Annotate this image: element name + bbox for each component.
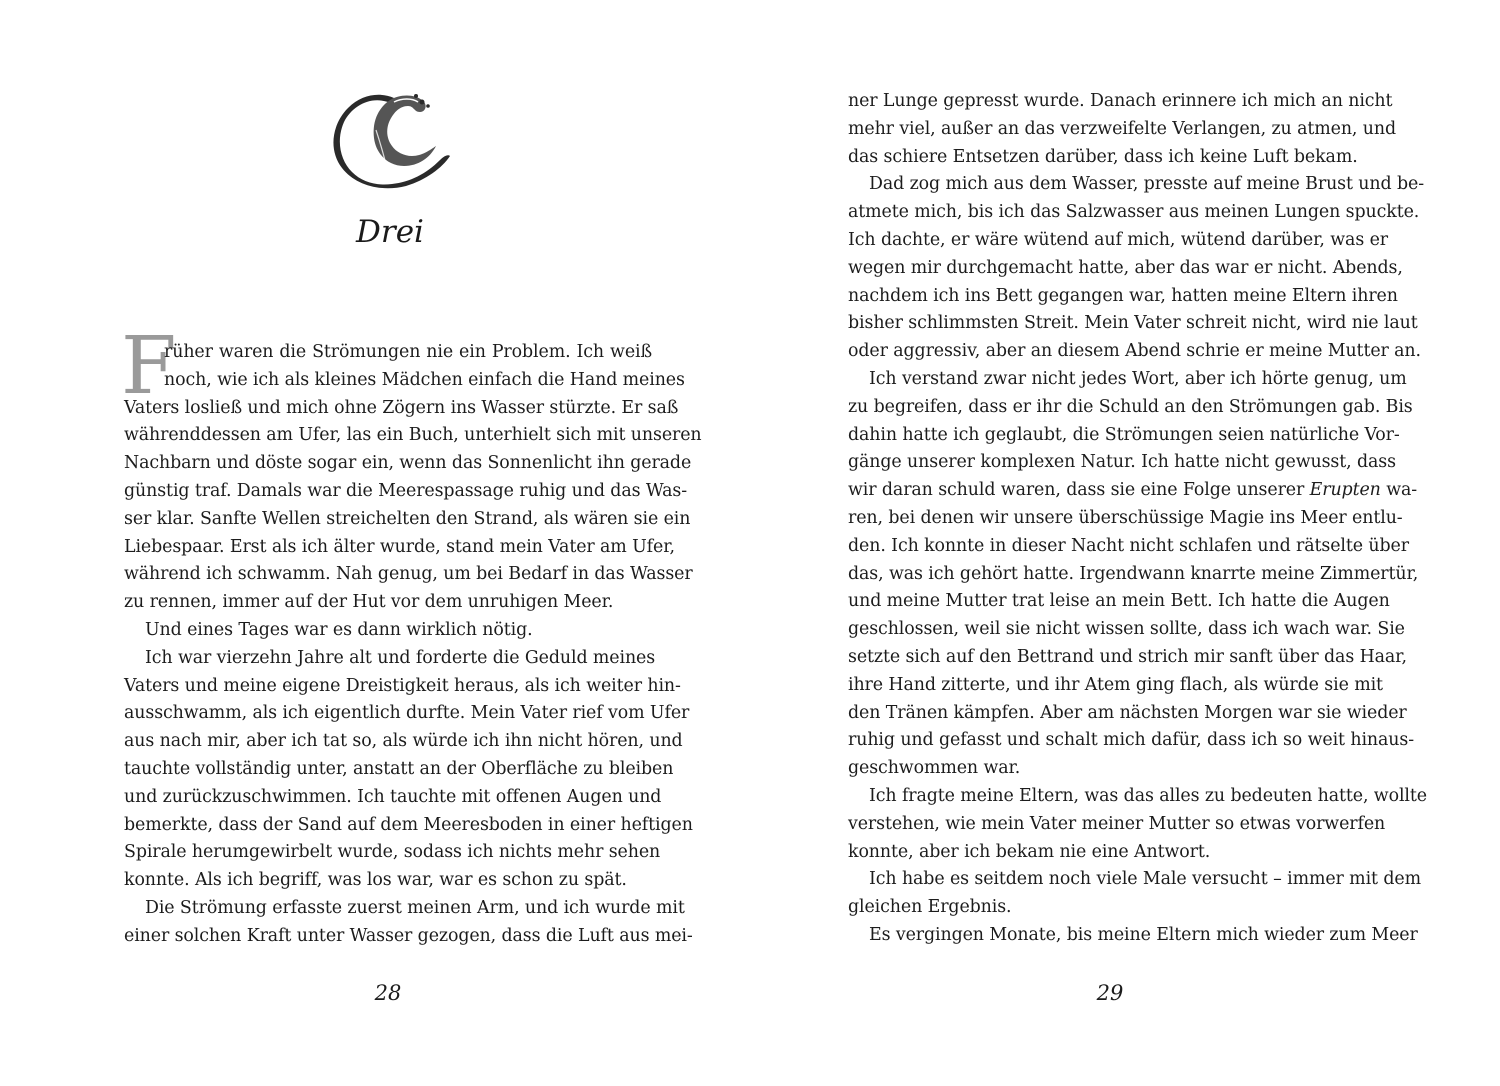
text-line: aus nach mir, aber ich tat so, als würde ich ihn nicht hören, und xyxy=(124,731,683,752)
text-line-mixed xyxy=(848,477,1418,505)
drop-cap: F xyxy=(121,319,177,412)
text-line: ruhig und gefasst und schalt mich dafür, dass ich so weit hinaus- xyxy=(848,730,1414,751)
text-line: tauchte vollständig unter, anstatt an der Oberfläche zu bleiben xyxy=(124,758,674,779)
text-line: einer solchen Kraft unter Wasser gezogen, dass die Luft aus mei- xyxy=(124,925,693,946)
page-number: 28 xyxy=(374,981,402,1005)
text-line: gänge unserer komplexen Natur. Ich hatte nicht gewusst, dass xyxy=(848,452,1396,473)
text-line: Ich fragte meine Eltern, was das alles zu bedeuten hatte, wollte xyxy=(869,785,1427,806)
text-line: Nachbarn und döste sogar ein, wenn das Sonnenlicht ihn gerade xyxy=(124,453,692,474)
text-line: zu rennen, immer auf der Hut vor dem unruhigen Meer. xyxy=(124,592,614,613)
text-line: den Tränen kämpfen. Aber am nächsten Morgen war sie wieder xyxy=(848,702,1407,723)
text-line: atmete mich, bis ich das Salzwasser aus meinen Lungen spuckte. xyxy=(848,202,1420,223)
text-line: und meine Mutter trat leise an mein Bett. Ich hatte die Augen xyxy=(848,591,1390,612)
text-line: geschlossen, weil sie nicht wissen sollte, dass ich wach war. Sie xyxy=(848,619,1405,640)
text-line: ser klar. Sanfte Wellen streichelten den Strand, als wären sie ein xyxy=(124,508,691,529)
text-line: Die Strömung erfasste zuerst meinen Arm, und ich wurde mit xyxy=(145,897,685,918)
text-line: konnte. Als ich begriff, was los war, war es schon zu spät. xyxy=(124,870,627,891)
text-line: während ich schwamm. Nah genug, um bei Bedarf in das Wasser xyxy=(124,564,693,585)
text-line: das schiere Entsetzen darüber, dass ich keine Luft bekam. xyxy=(848,146,1358,167)
text-line: Ich verstand zwar nicht jedes Wort, aber ich hörte genug, um xyxy=(869,368,1407,389)
text-line: rüher waren die Strömungen nie ein Problem. Ich weiß xyxy=(164,342,652,362)
text-line: Ich habe es seitdem noch viele Male versucht – immer mit dem xyxy=(869,869,1421,890)
text-line: Liebespaar. Erst als ich älter wurde, stand mein Vater am Ufer, xyxy=(124,536,675,557)
text-line: konnte, aber ich bekam nie eine Antwort. xyxy=(848,841,1211,862)
text-line: währenddessen am Ufer, las ein Buch, unterhielt sich mit unseren xyxy=(124,425,702,446)
text-line: mehr viel, außer an das verzweifelte Verlangen, zu atmen, und xyxy=(848,118,1397,139)
text-line: noch, wie ich als kleines Mädchen einfach die Hand meines xyxy=(164,369,685,390)
text-line: zu begreifen, dass er ihr die Schuld an den Strömungen gab. Bis xyxy=(848,396,1413,417)
emphasis-term: Erupten xyxy=(1309,480,1381,501)
text-line: bisher schlimmsten Streit. Mein Vater schreit nicht, wird nie laut xyxy=(848,313,1418,334)
right-body-text xyxy=(848,88,1427,950)
text-line: und zurückzuschwimmen. Ich tauchte mit offenen Augen und xyxy=(124,786,662,807)
text-line: ner Lunge gepresst wurde. Danach erinnere ich mich an nicht xyxy=(848,91,1393,111)
chapter-title: Drei xyxy=(356,214,424,250)
text-line: setzte sich auf den Bettrand und strich mir sanft über das Haar, xyxy=(848,646,1407,667)
text-line: dahin hatte ich geglaubt, die Strömungen seien natürliche Vor- xyxy=(848,424,1400,445)
text-segment: wir daran schuld waren, dass sie eine Folge unserer xyxy=(848,480,1305,501)
text-line: ausschwamm, als ich eigentlich durfte. Mein Vater rief vom Ufer xyxy=(124,703,690,724)
text-line: Dad zog mich aus dem Wasser, presste auf meine Brust und be- xyxy=(869,174,1424,195)
text-line: Ich dachte, er wäre wütend auf mich, wütend darüber, was er xyxy=(848,229,1388,250)
text-line: gleichen Ergebnis. xyxy=(848,897,1012,918)
text-line: Vaters losließ und mich ohne Zögern ins Wasser stürzte. Er saß xyxy=(124,397,679,418)
text-line: Es vergingen Monate, bis meine Eltern mich wieder zum Meer xyxy=(869,924,1418,945)
text-segment: wa- xyxy=(1386,480,1418,501)
text-line: ihre Hand zitterte, und ihr Atem ging flach, als würde sie mit xyxy=(848,674,1383,695)
text-line: den. Ich konnte in dieser Nacht nicht schlafen und rätselte über xyxy=(848,535,1409,556)
text-line: Spirale herumgewirbelt wurde, sodass ich nichts mehr sehen xyxy=(124,842,661,863)
text-line: das, was ich gehört hatte. Irgendwann knarrte meine Zimmertür, xyxy=(848,563,1419,584)
text-line: Ich war vierzehn Jahre alt und forderte die Geduld meines xyxy=(145,647,656,668)
text-line: ren, bei denen wir unsere überschüssige Magie ins Meer entlu- xyxy=(848,507,1403,528)
text-line: geschwommen war. xyxy=(848,758,1021,779)
text-line: Vaters und meine eigene Dreistigkeit heraus, als ich weiter hin- xyxy=(124,675,681,696)
left-body-text xyxy=(124,339,702,951)
text-line: oder aggressiv, aber an diesem Abend schrie er meine Mutter an. xyxy=(848,341,1421,362)
text-line: bemerkte, dass der Sand auf dem Meeresboden in einer heftigen xyxy=(124,814,693,835)
wave-icon xyxy=(330,88,452,190)
text-line: nachdem ich ins Bett gegangen war, hatten meine Eltern ihren xyxy=(848,285,1398,306)
text-line: wegen mir durchgemacht hatte, aber das war er nicht. Abends, xyxy=(848,257,1403,278)
text-line: Und eines Tages war es dann wirklich nötig. xyxy=(145,619,533,640)
text-line: verstehen, wie mein Vater meiner Mutter so etwas vorwerfen xyxy=(848,813,1386,834)
page-number: 29 xyxy=(1096,981,1124,1005)
text-line: günstig traf. Damals war die Meerespassage ruhig und das Was- xyxy=(124,480,687,501)
right-page xyxy=(750,0,1500,1086)
